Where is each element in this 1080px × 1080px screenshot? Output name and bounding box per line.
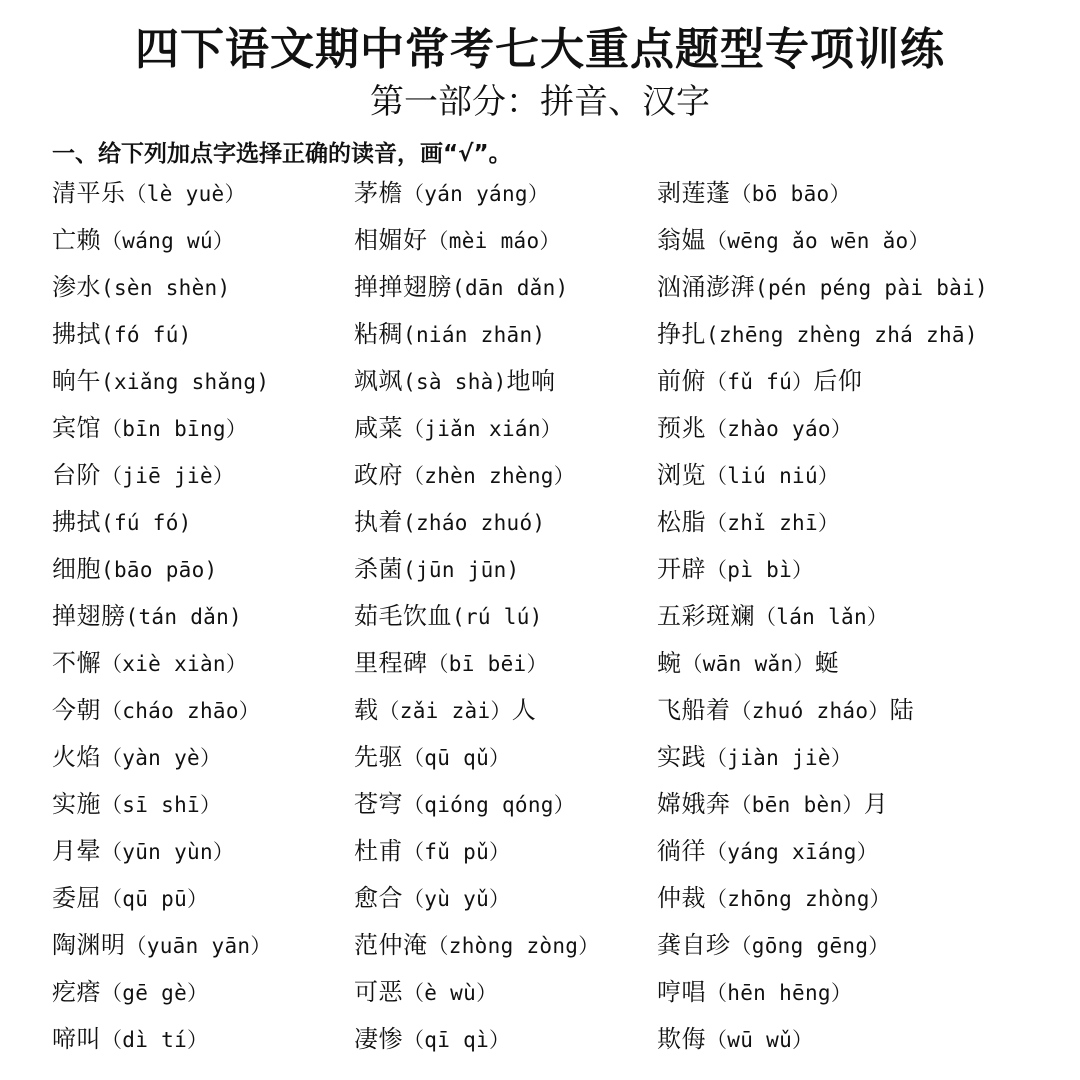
pinyin-options: （zhào yáo）: [706, 417, 853, 441]
question-item: [657, 734, 1077, 781]
question-item: [52, 734, 348, 781]
question-word: 先驱: [354, 743, 403, 771]
question-row: [0, 170, 1080, 217]
pinyin-options: （zhòng zòng）: [427, 934, 600, 958]
pinyin-options: （bīn bīng）: [101, 417, 248, 441]
question-word: 浏览: [657, 461, 706, 489]
question-item: [657, 969, 1077, 1016]
question-word: 飒飒: [354, 367, 403, 395]
question-word: 相媚好: [354, 226, 428, 254]
question-item: [657, 452, 1077, 499]
pinyin-options: （xiè xiàn）: [101, 652, 248, 676]
question-item: [52, 358, 348, 405]
question-item: [657, 405, 1077, 452]
question-word: 掸翅膀: [52, 602, 126, 630]
pinyin-options: （zǎi zài）: [378, 699, 512, 723]
question-word: 翁媪: [657, 226, 706, 254]
question-item: [657, 499, 1077, 546]
question-word: 蜿: [657, 649, 682, 677]
question-word: 可恶: [354, 978, 403, 1006]
question-word: 陶渊明: [52, 931, 126, 959]
question-word: 飞船着: [657, 696, 731, 724]
question-item: [52, 781, 348, 828]
pinyin-options: （qī qì）: [403, 1028, 511, 1052]
question-word: 凄惨: [354, 1025, 403, 1053]
pinyin-options: (xiǎng shǎng): [101, 370, 270, 394]
pinyin-options: (dān dǎn): [452, 276, 569, 300]
question-item: [657, 593, 1077, 640]
question-item: [52, 264, 348, 311]
question-item: [354, 499, 652, 546]
pinyin-options: (fó fú): [101, 323, 192, 347]
question-item: [657, 922, 1077, 969]
question-item: [354, 311, 652, 358]
question-word: 哼唱: [657, 978, 706, 1006]
question-word: 执着: [354, 508, 403, 536]
pinyin-options: (zháo zhuó): [403, 511, 546, 535]
pinyin-options: (sèn shèn): [101, 276, 231, 300]
question-word: 宾馆: [52, 414, 101, 442]
question-item: [657, 311, 1077, 358]
question-row: [0, 922, 1080, 969]
pinyin-options: （bēn bèn）: [730, 793, 864, 817]
pinyin-options: (pén péng pài bài): [755, 276, 988, 300]
pinyin-options: （qū qǔ）: [403, 746, 511, 770]
pinyin-options: （yáng xīáng）: [706, 840, 879, 864]
question-item: [657, 828, 1077, 875]
pinyin-options: （è wù）: [403, 981, 498, 1005]
question-word: 愈合: [354, 884, 403, 912]
pinyin-options: （lán lǎn）: [755, 605, 889, 629]
question-item: [354, 734, 652, 781]
question-word: 苍穹: [354, 790, 403, 818]
pinyin-options: （liú niú）: [706, 464, 840, 488]
question-word: 松脂: [657, 508, 706, 536]
question-word: 里程碑: [354, 649, 428, 677]
question-word: 仲裁: [657, 884, 706, 912]
question-row: [0, 1016, 1080, 1063]
pinyin-options: （pì bì）: [706, 558, 814, 582]
pinyin-options: (tán dǎn): [125, 605, 242, 629]
question-word: 汹涌澎湃: [657, 273, 755, 301]
pinyin-options: (fú fó): [101, 511, 192, 535]
pinyin-options: （fǔ fú）: [706, 370, 814, 394]
pinyin-options: （zhǐ zhī）: [706, 511, 840, 535]
pinyin-options: （cháo zhāo）: [101, 699, 261, 723]
question-word: 杀菌: [354, 555, 403, 583]
question-word: 杜甫: [354, 837, 403, 865]
question-row: [0, 264, 1080, 311]
question-item: [52, 828, 348, 875]
question-word: 咸菜: [354, 414, 403, 442]
question-word-tail: 月: [863, 790, 889, 818]
question-item: [354, 170, 652, 217]
question-item: [52, 593, 348, 640]
question-word: 拂拭: [52, 508, 101, 536]
pinyin-options: （sī shī）: [101, 793, 222, 817]
question-item: [657, 640, 1077, 687]
pinyin-options: （qióng qóng）: [403, 793, 576, 817]
question-row: [0, 546, 1080, 593]
question-row: [0, 311, 1080, 358]
pinyin-options: （jiàn jiè）: [706, 746, 853, 770]
question-item: [52, 640, 348, 687]
page-title: 四下语文期中常考七大重点题型专项训练: [135, 24, 945, 75]
question-word: 欺侮: [657, 1025, 706, 1053]
pinyin-options: （wáng wú）: [101, 229, 235, 253]
question-item: [354, 405, 652, 452]
question-item: [354, 875, 652, 922]
question-item: [657, 781, 1077, 828]
question-row: [0, 358, 1080, 405]
question-word: 不懈: [52, 649, 101, 677]
question-row: [0, 687, 1080, 734]
pinyin-options: （bī bēi）: [427, 652, 548, 676]
question-item: [354, 217, 652, 264]
question-word: 政府: [354, 461, 403, 489]
question-word: 台阶: [52, 461, 101, 489]
question-word: 实施: [52, 790, 101, 818]
question-word: 前俯: [657, 367, 706, 395]
question-word: 嫦娥奔: [657, 790, 731, 818]
pinyin-options: （hēn hēng）: [706, 981, 853, 1005]
pinyin-options: （zhuó zháo）: [730, 699, 890, 723]
question-item: [657, 687, 1077, 734]
question-item: [52, 217, 348, 264]
pinyin-options: （yàn yè）: [101, 746, 222, 770]
question-item: [52, 499, 348, 546]
question-word-tail: 蜒: [814, 649, 840, 677]
question-word: 清平乐: [52, 179, 126, 207]
question-item: [657, 546, 1077, 593]
pinyin-options: (jūn jūn): [403, 558, 520, 582]
pinyin-options: （bō bāo）: [730, 182, 851, 206]
question-word: 龚自珍: [657, 931, 731, 959]
question-row: [0, 969, 1080, 1016]
question-item: [354, 969, 652, 1016]
question-item: [354, 452, 652, 499]
question-word: 五彩斑斓: [657, 602, 755, 630]
pinyin-options: (zhēng zhèng zhá zhā): [706, 323, 978, 347]
question-item: [354, 781, 652, 828]
pinyin-options: (sà shà): [403, 370, 507, 394]
page-subtitle: 第一部分：拼音、汉字: [370, 82, 710, 122]
pinyin-options: （yūn yùn）: [101, 840, 235, 864]
question-word: 粘稠: [354, 320, 403, 348]
question-row: [0, 734, 1080, 781]
question-word: 掸掸翅膀: [354, 273, 452, 301]
section-instruction: 一、给下列加点字选择正确的读音，画“√”。: [52, 141, 512, 167]
question-item: [657, 1016, 1077, 1063]
question-row: [0, 405, 1080, 452]
question-item: [52, 546, 348, 593]
pinyin-options: （yuān yān）: [125, 934, 272, 958]
question-grid: [0, 170, 1080, 1063]
question-item: [657, 358, 1077, 405]
question-item: [52, 405, 348, 452]
question-item: [354, 922, 652, 969]
question-item: [354, 828, 652, 875]
question-word: 实践: [657, 743, 706, 771]
pinyin-options: （wū wǔ）: [706, 1028, 814, 1052]
question-word: 开辟: [657, 555, 706, 583]
question-word: 晌午: [52, 367, 101, 395]
question-row: [0, 452, 1080, 499]
question-item: [354, 593, 652, 640]
question-word: 火焰: [52, 743, 101, 771]
question-word: 预兆: [657, 414, 706, 442]
question-word: 月晕: [52, 837, 101, 865]
pinyin-options: (nián zhān): [403, 323, 546, 347]
question-word: 今朝: [52, 696, 101, 724]
question-row: [0, 593, 1080, 640]
pinyin-options: （jiǎn xián）: [403, 417, 563, 441]
pinyin-options: （zhèn zhèng）: [403, 464, 576, 488]
pinyin-options: （gōng gēng）: [730, 934, 890, 958]
question-word: 啼叫: [52, 1025, 101, 1053]
pinyin-options: （qū pū）: [101, 887, 209, 911]
question-item: [52, 922, 348, 969]
question-item: [657, 217, 1077, 264]
question-word: 徜徉: [657, 837, 706, 865]
question-item: [52, 311, 348, 358]
pinyin-options: （wān wǎn）: [681, 652, 815, 676]
question-item: [657, 170, 1077, 217]
question-item: [52, 452, 348, 499]
question-row: [0, 499, 1080, 546]
question-row: [0, 781, 1080, 828]
pinyin-options: （yán yáng）: [403, 182, 550, 206]
pinyin-options: （yù yǔ）: [403, 887, 511, 911]
pinyin-options: （gē gè）: [101, 981, 209, 1005]
question-item: [52, 875, 348, 922]
question-row: [0, 640, 1080, 687]
question-item: [354, 1016, 652, 1063]
question-word-tail: 地响: [506, 367, 556, 395]
question-word: 茹毛饮血: [354, 602, 452, 630]
question-word: 剥莲蓬: [657, 179, 731, 207]
question-word: 亡赖: [52, 226, 101, 254]
pinyin-options: （mèi máo）: [427, 229, 561, 253]
question-item: [354, 264, 652, 311]
question-word: 细胞: [52, 555, 101, 583]
question-item: [657, 264, 1077, 311]
pinyin-options: （wēng ǎo wēn ǎo）: [706, 229, 930, 253]
question-row: [0, 828, 1080, 875]
question-item: [52, 170, 348, 217]
pinyin-options: （zhōng zhòng）: [706, 887, 891, 911]
question-word: 委屈: [52, 884, 101, 912]
question-item: [354, 640, 652, 687]
question-item: [52, 969, 348, 1016]
question-word: 茅檐: [354, 179, 403, 207]
question-row: [0, 875, 1080, 922]
question-word: 载: [354, 696, 379, 724]
question-item: [354, 687, 652, 734]
pinyin-options: （dì tí）: [101, 1028, 209, 1052]
question-word-tail: 人: [511, 696, 537, 724]
question-word: 挣扎: [657, 320, 706, 348]
question-word: 拂拭: [52, 320, 101, 348]
question-item: [52, 687, 348, 734]
pinyin-options: （fǔ pǔ）: [403, 840, 511, 864]
pinyin-options: (rú lú): [452, 605, 543, 629]
question-item: [354, 546, 652, 593]
question-word: 范仲淹: [354, 931, 428, 959]
question-item: [52, 1016, 348, 1063]
question-item: [657, 875, 1077, 922]
pinyin-options: (bāo pāo): [101, 558, 218, 582]
pinyin-options: （jiē jiè）: [101, 464, 235, 488]
question-word: 渗水: [52, 273, 101, 301]
question-word-tail: 陆: [889, 696, 915, 724]
question-word-tail: 后仰: [813, 367, 863, 395]
question-word: 疙瘩: [52, 978, 101, 1006]
question-item: [354, 358, 652, 405]
question-row: [0, 217, 1080, 264]
pinyin-options: （lè yuè）: [125, 182, 246, 206]
